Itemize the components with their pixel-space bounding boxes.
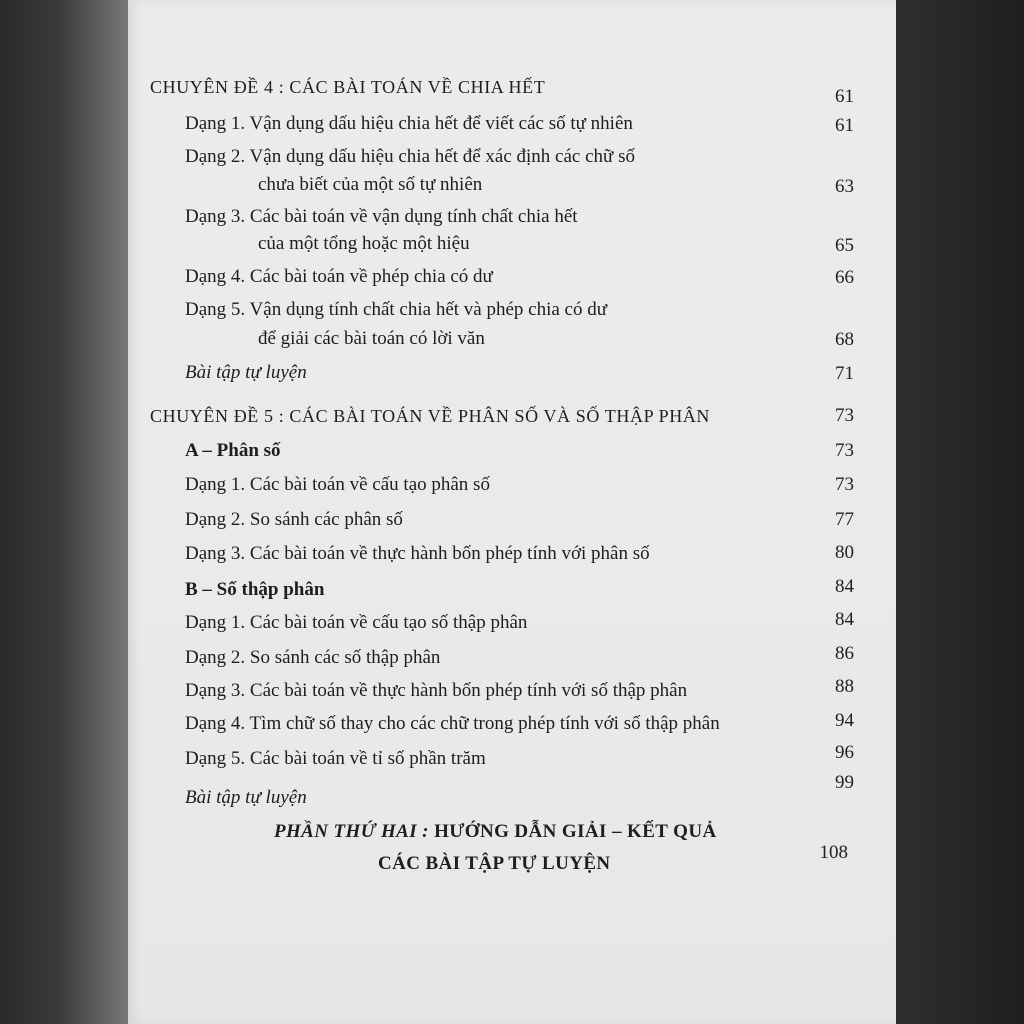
- section-a-item-1: Dạng 1. Các bài toán về cấu tạo phân số: [185, 474, 490, 495]
- section-b-page: 84: [835, 576, 854, 597]
- section-a-item-3: Dạng 3. Các bài toán về thực hành bốn phép tính với phân số: [185, 543, 650, 564]
- chapter-4-item-5-cont: để giải các bài toán có lời văn: [258, 328, 485, 349]
- section-a-item-3-page: 80: [835, 542, 854, 563]
- chapter-4-exercises: Bài tập tự luyện: [185, 362, 307, 383]
- section-b-title: B – Số thập phân: [185, 579, 325, 600]
- section-b-item-1-page: 84: [835, 609, 854, 630]
- section-b-item-2-page: 86: [835, 643, 854, 664]
- chapter-5-exercises-page: 99: [835, 772, 854, 793]
- chapter-4-page: 61: [835, 86, 854, 107]
- section-a-item-2: Dạng 2. So sánh các phân số: [185, 509, 403, 530]
- section-b-item-2: Dạng 2. So sánh các số thập phân: [185, 647, 441, 668]
- part-two-line-1: HƯỚNG DẪN GIẢI – KẾT QUẢ: [434, 821, 717, 842]
- section-b-item-5: Dạng 5. Các bài toán về tỉ số phần trăm: [185, 748, 486, 769]
- section-a-item-2-page: 77: [835, 509, 854, 530]
- section-b-item-1: Dạng 1. Các bài toán về cấu tạo số thập phân: [185, 612, 528, 633]
- chapter-4-item-3-cont: của một tổng hoặc một hiệu: [258, 233, 470, 254]
- section-a-page: 73: [835, 440, 854, 461]
- part-two-line-2: CÁC BÀI TẬP TỰ LUYỆN: [378, 853, 611, 874]
- chapter-4-item-1: Dạng 1. Vận dụng dấu hiệu chia hết để viết các số tự nhiên: [185, 113, 633, 134]
- part-two-title-line-1: [274, 820, 717, 844]
- chapter-4-item-2: Dạng 2. Vận dụng dấu hiệu chia hết để xác định các chữ số: [185, 146, 635, 167]
- chapter-4-item-2-page: 63: [835, 176, 854, 197]
- part-two-page: 108: [819, 842, 848, 863]
- chapter-4-item-5-page: 68: [835, 329, 854, 350]
- section-a-title: A – Phân số: [185, 440, 281, 461]
- section-a-item-1-page: 73: [835, 474, 854, 495]
- section-b-item-3-page: 88: [835, 676, 854, 697]
- chapter-4-item-5: Dạng 5. Vận dụng tính chất chia hết và phép chia có dư: [185, 299, 608, 320]
- chapter-4-item-4-page: 66: [835, 267, 854, 288]
- chapter-4-item-3-page: 65: [835, 235, 854, 256]
- chapter-4-exercises-page: 71: [835, 363, 854, 384]
- part-two-lead: PHẦN THỨ HAI :: [274, 821, 429, 842]
- chapter-5-page: 73: [835, 405, 854, 426]
- chapter-4-item-4: Dạng 4. Các bài toán về phép chia có dư: [185, 266, 493, 287]
- chapter-4-title: CHUYÊN ĐỀ 4 : CÁC BÀI TOÁN VỀ CHIA HẾT: [150, 77, 546, 97]
- chapter-4-item-1-page: 61: [835, 115, 854, 136]
- book-page: [128, 0, 896, 1024]
- section-b-item-3: Dạng 3. Các bài toán về thực hành bốn phép tính với số thập phân: [185, 680, 688, 701]
- section-b-item-4: Dạng 4. Tìm chữ số thay cho các chữ trong phép tính với số thập phân: [185, 713, 720, 734]
- chapter-5-exercises: Bài tập tự luyện: [185, 787, 307, 808]
- chapter-5-title: CHUYÊN ĐỀ 5 : CÁC BÀI TOÁN VỀ PHÂN SỐ VÀ SỐ THẬP PHÂN: [150, 406, 711, 426]
- chapter-4-item-3: Dạng 3. Các bài toán về vận dụng tính chất chia hết: [185, 206, 578, 227]
- section-b-item-5-page: 96: [835, 742, 854, 763]
- chapter-4-item-2-cont: chưa biết của một số tự nhiên: [258, 174, 483, 195]
- section-b-item-4-page: 94: [835, 710, 854, 731]
